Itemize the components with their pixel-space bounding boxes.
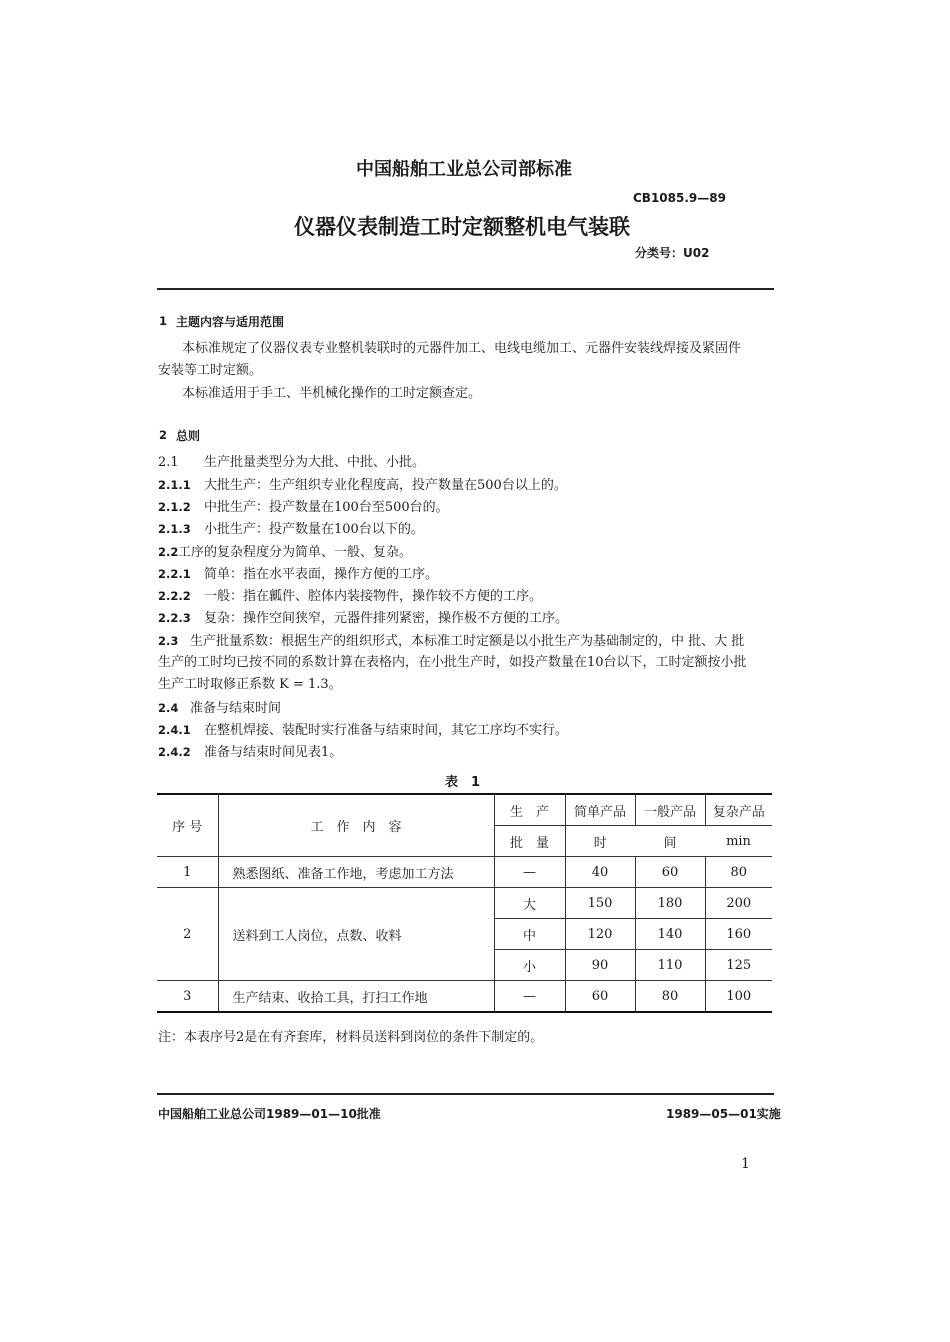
classification-number: 分类号：U02 <box>635 246 710 260</box>
clause-2-2-1 <box>158 563 438 586</box>
clause-number: 2.2.1 <box>158 567 191 581</box>
clause-number: 2.3 <box>158 634 179 648</box>
table-row <box>157 857 772 888</box>
clause-2-3-line2: 生产的工时均已按不同的系数计算在表格内，在小批生产时，如投产数量在10台以下，工时定额按小批 <box>158 655 747 670</box>
clause-2-2-2 <box>158 585 542 608</box>
header-complex: 复杂产品 <box>705 794 772 826</box>
header-batch-top: 生 产 <box>494 794 565 826</box>
cell-general: 140 <box>635 919 705 950</box>
clause-text: 在整机焊接、装配时实行准备与结束时间，其它工序均不实行。 <box>204 723 569 738</box>
approval-date: 中国船舶工业总公司1989—01—10批准 <box>158 1107 381 1121</box>
clause-2-4 <box>158 697 281 720</box>
standard-code: CB1085.9—89 <box>633 191 726 205</box>
cell-complex: 80 <box>705 857 772 888</box>
header-simple: 简单产品 <box>565 794 635 826</box>
clause-text: 小批生产：投产数量在100台以下的。 <box>204 522 424 537</box>
clause-text: 大批生产：生产组织专业化程度高，投产数量在500台以上的。 <box>204 478 567 493</box>
cell-content: 送料到工人岗位，点数、收料 <box>218 888 494 981</box>
cell-seq: 1 <box>157 857 218 888</box>
clause-2-2-3 <box>158 607 568 630</box>
clause-number: 2.1.1 <box>158 478 191 492</box>
cell-seq: 3 <box>157 981 218 1013</box>
cell-complex: 125 <box>705 950 772 981</box>
cell-batch: 大 <box>494 888 565 919</box>
cell-general: 60 <box>635 857 705 888</box>
clause-2-4-2 <box>158 741 342 764</box>
section1-para2: 本标准适用于手工、半机械化操作的工时定额查定。 <box>182 386 482 401</box>
clause-2-3-line1 <box>158 630 744 653</box>
clause-number: 2.2.3 <box>158 611 191 625</box>
header-rule <box>157 288 774 290</box>
clause-text: 准备与结束时间 <box>190 701 282 716</box>
clause-text: 中批生产：投产数量在100台至500台的。 <box>204 500 449 515</box>
clause-text: 复杂：操作空间狭窄，元器件排列紧密，操作极不方便的工序。 <box>204 611 569 626</box>
section2-heading: 总则 <box>176 429 201 443</box>
section1-para1-line2: 安装等工时定额。 <box>158 363 263 378</box>
clause-number: 2.2 <box>158 545 179 559</box>
clause-text: 生产批量系数：根据生产的组织形式，本标准工时定额是以小批生产为基础制定的，中 批、大 批 <box>190 634 745 649</box>
section1-para1-line1: 本标准规定了仪器仪表专业整机装联时的元器件加工、电线电缆加工、元器件安装线焊接及紧固件 <box>182 341 742 356</box>
cell-simple: 90 <box>565 950 635 981</box>
clause-number: 2.4.2 <box>158 745 191 759</box>
clause-2-1-3 <box>158 518 424 541</box>
clause-number: 2.1.3 <box>158 522 191 536</box>
cell-batch: — <box>494 857 565 888</box>
clause-text: 一般：指在瓤件、腔体内装接物件，操作较不方便的工序。 <box>204 589 543 604</box>
footer-rule <box>157 1093 774 1095</box>
clause-2-3-line3: 生产工时取修正系数 K = 1.3。 <box>158 677 342 692</box>
cell-seq: 2 <box>157 888 218 981</box>
clause-text: 准备与结束时间见表1。 <box>204 745 343 760</box>
header-unit-min: min <box>705 826 772 857</box>
section1-heading: 主题内容与适用范围 <box>176 315 285 329</box>
table-caption: 表 1 <box>445 775 481 790</box>
cell-simple: 60 <box>565 981 635 1013</box>
clause-number: 2.2.2 <box>158 589 191 603</box>
cell-batch: — <box>494 981 565 1013</box>
cell-simple: 150 <box>565 888 635 919</box>
cell-complex: 100 <box>705 981 772 1013</box>
table-header-row <box>157 794 772 826</box>
clause-text: 简单：指在水平表面，操作方便的工序。 <box>204 567 439 582</box>
cell-simple: 40 <box>565 857 635 888</box>
header-batch-bottom: 批 量 <box>494 826 565 857</box>
work-time-table <box>157 793 772 1013</box>
clause-number: 2.4.1 <box>158 723 191 737</box>
section2-number: 2 <box>159 428 168 442</box>
clause-2-4-1 <box>158 719 568 742</box>
cell-content: 熟悉图纸、准备工作地，考虑加工方法 <box>218 857 494 888</box>
cell-content: 生产结束、收拾工具，打扫工作地 <box>218 981 494 1013</box>
page-number: 1 <box>741 1156 750 1172</box>
clause-number: 2.1.2 <box>158 500 191 514</box>
header-content: 工 作 内 容 <box>218 794 494 857</box>
clause-2-1-2 <box>158 496 449 519</box>
cell-general: 110 <box>635 950 705 981</box>
header-unit-time: 时 <box>565 826 635 857</box>
org-standard-title: 中国船舶工业总公司部标准 <box>356 159 572 180</box>
header-general: 一般产品 <box>635 794 705 826</box>
table-note: 注：本表序号2是在有齐套库，材料员送料到岗位的条件下制定的。 <box>158 1030 544 1045</box>
cell-general: 180 <box>635 888 705 919</box>
header-seq: 序 号 <box>157 794 218 857</box>
table-row <box>157 888 772 919</box>
cell-simple: 120 <box>565 919 635 950</box>
document-title: 仪器仪表制造工时定额整机电气装联 <box>294 215 630 239</box>
cell-batch: 小 <box>494 950 565 981</box>
clause-text: 生产批量类型分为大批、中批、小批。 <box>204 455 426 470</box>
cell-complex: 200 <box>705 888 772 919</box>
clause-text: 工序的复杂程度分为简单、一般、复杂。 <box>178 545 413 560</box>
clause-number: 2.4 <box>158 701 179 715</box>
clause-number: 2.1 <box>158 455 179 470</box>
cell-general: 80 <box>635 981 705 1013</box>
clause-2-2 <box>158 541 412 564</box>
table-row <box>157 981 772 1013</box>
clause-2-1 <box>158 452 425 474</box>
clause-2-1-1 <box>158 474 567 497</box>
effective-date: 1989—05—01实施 <box>666 1107 781 1121</box>
header-unit-interval: 间 <box>635 826 705 857</box>
section1-number: 1 <box>159 314 168 328</box>
cell-batch: 中 <box>494 919 565 950</box>
cell-complex: 160 <box>705 919 772 950</box>
